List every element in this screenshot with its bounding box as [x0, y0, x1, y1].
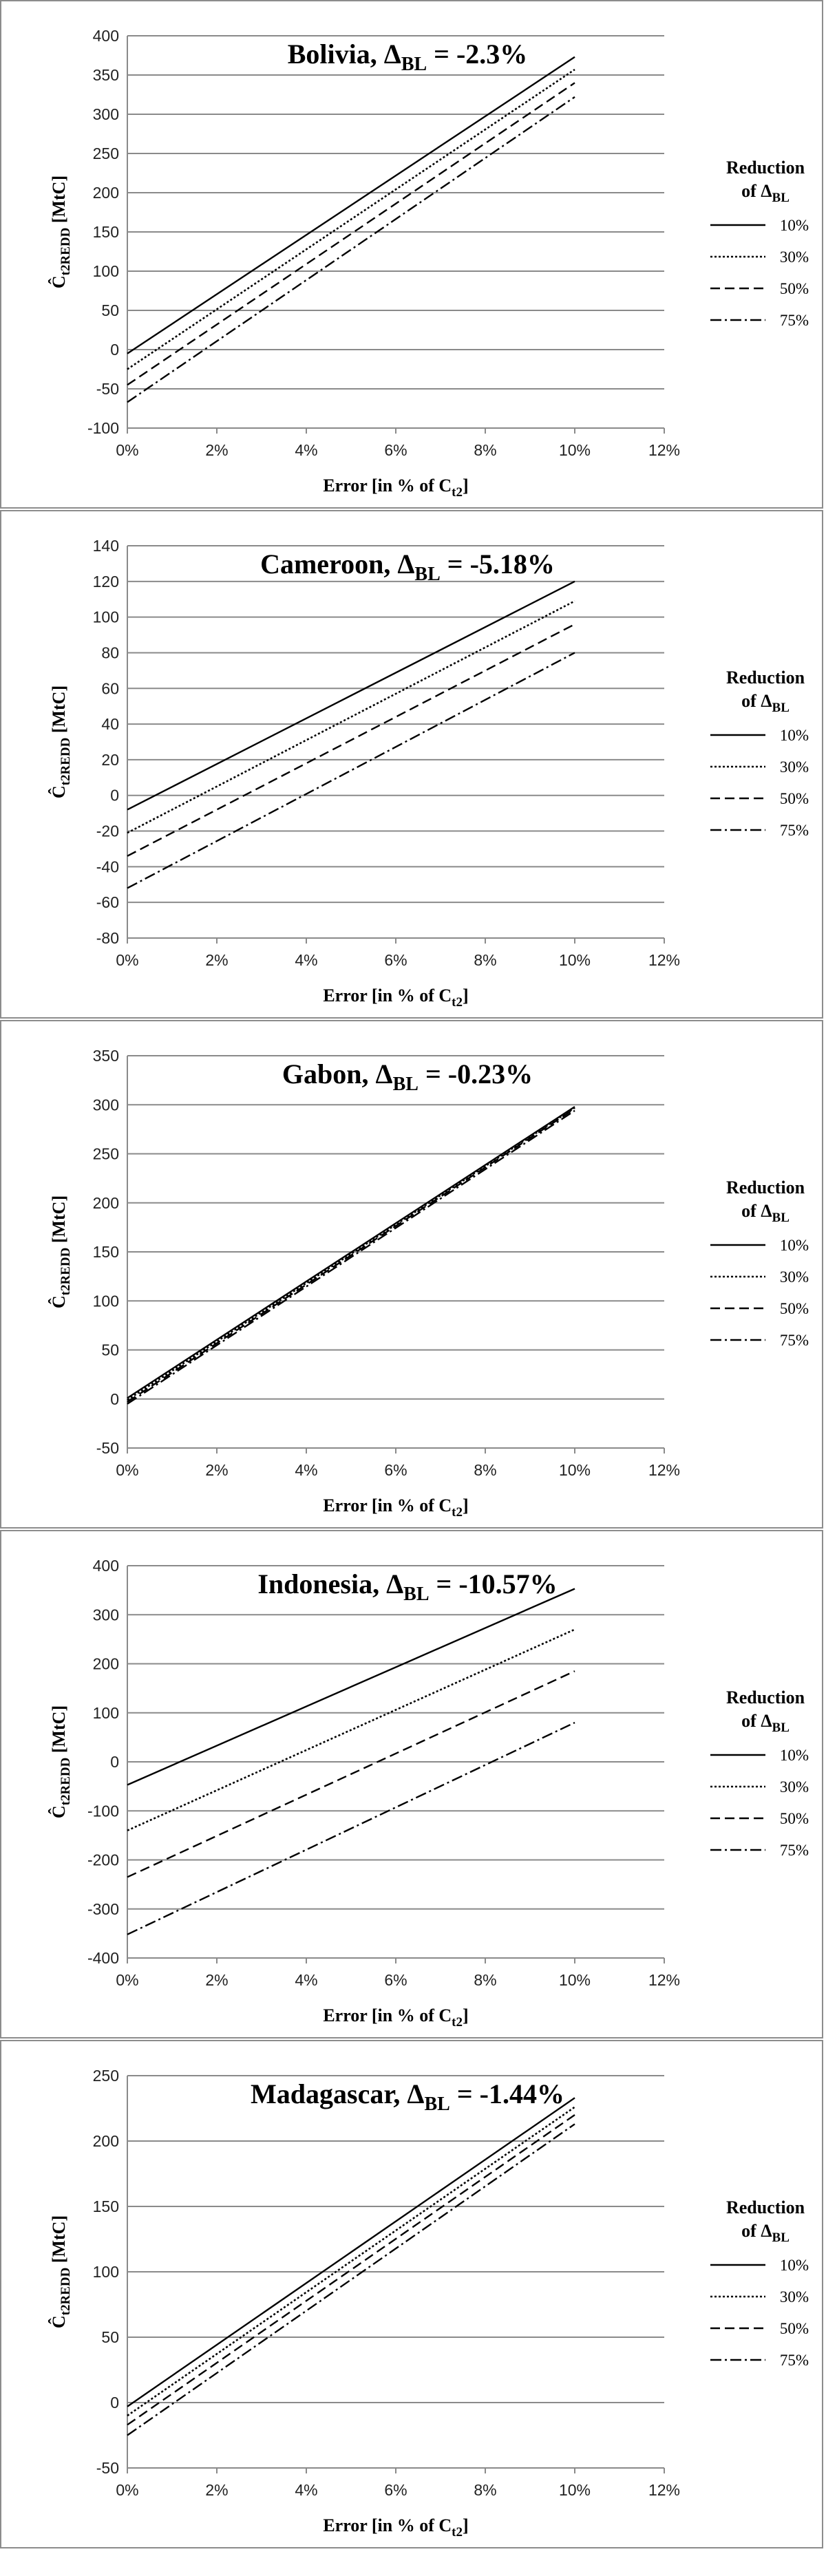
chart-title: Indonesia, $\Delta_{BL} = -10.57\%$ [257, 1568, 558, 1605]
y-tick-label: 100 [92, 262, 119, 280]
y-tick-label: -50 [96, 2459, 119, 2477]
x-tick-label: 10% [558, 951, 591, 969]
legend-label: 75% [779, 1332, 809, 1349]
chart-svg [1, 1531, 825, 2037]
chart-svg [1, 1, 825, 507]
legend-label: 75% [779, 312, 809, 329]
legend-title: Reduction [726, 2197, 805, 2217]
legend-label: 30% [779, 758, 809, 776]
x-tick-label: 0% [116, 1971, 139, 1989]
series-line-10pct [127, 1588, 575, 1785]
x-tick-label: 6% [384, 951, 407, 969]
y-tick-label: 80 [101, 643, 119, 662]
x-tick-label: 2% [205, 2481, 229, 2499]
y-tick-label: 50 [101, 301, 119, 319]
y-tick-label: 100 [92, 1703, 119, 1722]
series-line-30pct [127, 1108, 575, 1401]
y-tick-label: 400 [92, 27, 119, 45]
legend-label: 30% [779, 2288, 809, 2306]
y-axis-label: $Ĉ_{t2REDD}$ [MtC] [49, 685, 73, 799]
y-tick-label: 250 [92, 2067, 119, 2085]
legend-label: 10% [779, 2257, 809, 2274]
y-tick-label: 120 [92, 572, 119, 590]
chart-title: Madagascar, $\Delta_{BL} = -1.44\%$ [251, 2078, 564, 2115]
y-tick-label: 0 [110, 2394, 119, 2412]
y-tick-label: 350 [92, 66, 119, 84]
x-tick-label: 6% [384, 1461, 407, 1479]
x-tick-label: 6% [384, 1971, 407, 1989]
legend-title-line2: of $\Delta_{BL}$ [741, 181, 790, 205]
legend-title-line2: of $\Delta_{BL}$ [741, 691, 790, 715]
legend-label: 75% [779, 822, 809, 839]
x-axis-label: Error [in % of $C_{t2}$] [323, 476, 469, 500]
x-tick-label: 0% [116, 951, 139, 969]
x-tick-label: 0% [116, 2481, 139, 2499]
legend-title: Reduction [726, 158, 805, 178]
x-tick-label: 10% [558, 1461, 591, 1479]
chart-panel-gabon [0, 1020, 823, 1529]
x-tick-label: 8% [474, 1971, 497, 1989]
legend-label: 50% [779, 1300, 809, 1317]
series-line-10pct [127, 2098, 575, 2406]
x-tick-label: 4% [295, 1461, 318, 1479]
y-tick-label: 40 [101, 715, 119, 734]
x-tick-label: 2% [205, 1971, 229, 1989]
y-tick-label: 150 [92, 1243, 119, 1261]
series-line-50pct [127, 83, 575, 385]
y-tick-label: 100 [92, 1292, 119, 1310]
x-tick-label: 4% [295, 2481, 318, 2499]
y-tick-label: 50 [101, 1341, 119, 1359]
y-tick-label: 0 [110, 786, 119, 805]
chart-title: Bolivia, $\Delta_{BL} = -2.3\%$ [287, 39, 528, 75]
y-tick-label: 300 [92, 105, 119, 123]
y-tick-label: 250 [92, 145, 119, 162]
chart-panel-bolivia [0, 0, 823, 509]
series-line-75pct [127, 97, 575, 402]
chart-svg [1, 511, 825, 1017]
series-line-50pct [127, 1109, 575, 1402]
series-line-10pct [127, 57, 575, 354]
legend-title-line2: of $\Delta_{BL}$ [741, 1201, 790, 1225]
y-axis-label: $Ĉ_{t2REDD}$ [MtC] [49, 1195, 73, 1309]
x-axis-label: Error [in % of $C_{t2}$] [323, 2005, 469, 2030]
series-line-50pct [127, 1671, 575, 1877]
series-line-75pct [127, 2124, 575, 2435]
legend-label: 30% [779, 1268, 809, 1286]
x-tick-label: 8% [474, 1461, 497, 1479]
y-tick-label: -300 [87, 1899, 119, 1918]
chart-svg [1, 1021, 825, 1527]
chart-title: Gabon, $\Delta_{BL} = -0.23\%$ [282, 1058, 533, 1095]
y-tick-label: -60 [96, 893, 119, 912]
legend-label: 30% [779, 1778, 809, 1796]
chart-title: Cameroon, $\Delta_{BL} = -5.18\%$ [260, 549, 555, 585]
legend-label: 10% [779, 217, 809, 234]
y-tick-label: 400 [92, 1557, 119, 1575]
legend-title: Reduction [726, 1688, 805, 1707]
series-line-30pct [127, 601, 575, 833]
y-tick-label: 350 [92, 1047, 119, 1065]
series-line-30pct [127, 1630, 575, 1831]
y-tick-label: 0 [110, 1753, 119, 1771]
y-tick-label: 140 [92, 537, 119, 555]
x-tick-label: 12% [648, 441, 681, 459]
series-line-50pct [127, 624, 575, 856]
x-tick-label: 4% [295, 441, 318, 459]
y-tick-label: 0 [110, 1390, 119, 1408]
chart-panel-madagascar [0, 2040, 823, 2548]
legend-title: Reduction [726, 1178, 805, 1197]
y-tick-label: 300 [92, 1096, 119, 1114]
x-tick-label: 12% [648, 951, 681, 969]
legend-label: 50% [779, 2320, 809, 2337]
legend-label: 10% [779, 1237, 809, 1254]
legend-label: 10% [779, 1747, 809, 1764]
x-tick-label: 2% [205, 951, 229, 969]
y-tick-label: -200 [87, 1851, 119, 1869]
legend-label: 50% [779, 790, 809, 807]
x-axis-label: Error [in % of $C_{t2}$] [323, 1495, 469, 1520]
x-tick-label: 10% [558, 1971, 591, 1989]
y-tick-label: 50 [101, 2328, 119, 2346]
x-tick-label: 0% [116, 441, 139, 459]
series-line-75pct [127, 1111, 575, 1404]
x-axis-label: Error [in % of $C_{t2}$] [323, 986, 469, 1010]
legend-label: 50% [779, 280, 809, 297]
y-tick-label: 100 [92, 2263, 119, 2281]
y-tick-label: 20 [101, 750, 119, 769]
x-axis-label: Error [in % of $C_{t2}$] [323, 2515, 469, 2540]
chart-svg [1, 2041, 825, 2547]
chart-panel-cameroon [0, 510, 823, 1019]
y-tick-label: -50 [96, 1439, 119, 1457]
x-tick-label: 2% [205, 441, 229, 459]
legend-label: 50% [779, 1810, 809, 1827]
y-tick-label: -400 [87, 1949, 119, 1967]
y-tick-label: -80 [96, 929, 119, 947]
y-tick-label: 60 [101, 679, 119, 698]
x-tick-label: 6% [384, 2481, 407, 2499]
x-tick-label: 8% [474, 2481, 497, 2499]
legend-label: 30% [779, 248, 809, 266]
y-tick-label: -20 [96, 822, 119, 840]
legend-label: 75% [779, 2352, 809, 2369]
y-tick-label: -40 [96, 858, 119, 876]
y-axis-label: $Ĉ_{t2REDD}$ [MtC] [49, 2215, 73, 2329]
x-tick-label: 12% [648, 1971, 681, 1989]
x-tick-label: 6% [384, 441, 407, 459]
y-tick-label: 200 [92, 1654, 119, 1673]
y-tick-label: 200 [92, 2132, 119, 2150]
y-tick-label: -100 [87, 1802, 119, 1820]
chart-panel-indonesia [0, 1530, 823, 2039]
legend-title: Reduction [726, 668, 805, 688]
x-tick-label: 8% [474, 441, 497, 459]
x-tick-label: 4% [295, 951, 318, 969]
y-tick-label: -100 [87, 419, 119, 437]
x-tick-label: 12% [648, 2481, 681, 2499]
x-tick-label: 8% [474, 951, 497, 969]
x-tick-label: 0% [116, 1461, 139, 1479]
legend-label: 75% [779, 1842, 809, 1859]
series-line-10pct [127, 582, 575, 810]
y-tick-label: 300 [92, 1606, 119, 1624]
legend-title-line2: of $\Delta_{BL}$ [741, 2221, 790, 2245]
legend-title-line2: of $\Delta_{BL}$ [741, 1711, 790, 1735]
x-tick-label: 10% [558, 2481, 591, 2499]
x-tick-label: 10% [558, 441, 591, 459]
y-axis-label: $Ĉ_{t2REDD}$ [MtC] [49, 1705, 73, 1819]
legend-label: 10% [779, 727, 809, 744]
y-axis-label: $Ĉ_{t2REDD}$ [MtC] [49, 175, 73, 289]
x-tick-label: 2% [205, 1461, 229, 1479]
series-line-75pct [127, 1723, 575, 1935]
y-tick-label: 100 [92, 608, 119, 626]
y-tick-label: 0 [110, 341, 119, 359]
y-tick-label: 250 [92, 1145, 119, 1163]
series-line-50pct [127, 2115, 575, 2425]
y-tick-label: 200 [92, 184, 119, 202]
y-tick-label: -50 [96, 380, 119, 398]
y-tick-label: 200 [92, 1193, 119, 1212]
series-line-30pct [127, 2107, 575, 2416]
y-tick-label: 150 [92, 2197, 119, 2215]
y-tick-label: 150 [92, 223, 119, 241]
x-tick-label: 4% [295, 1971, 318, 1989]
x-tick-label: 12% [648, 1461, 681, 1479]
